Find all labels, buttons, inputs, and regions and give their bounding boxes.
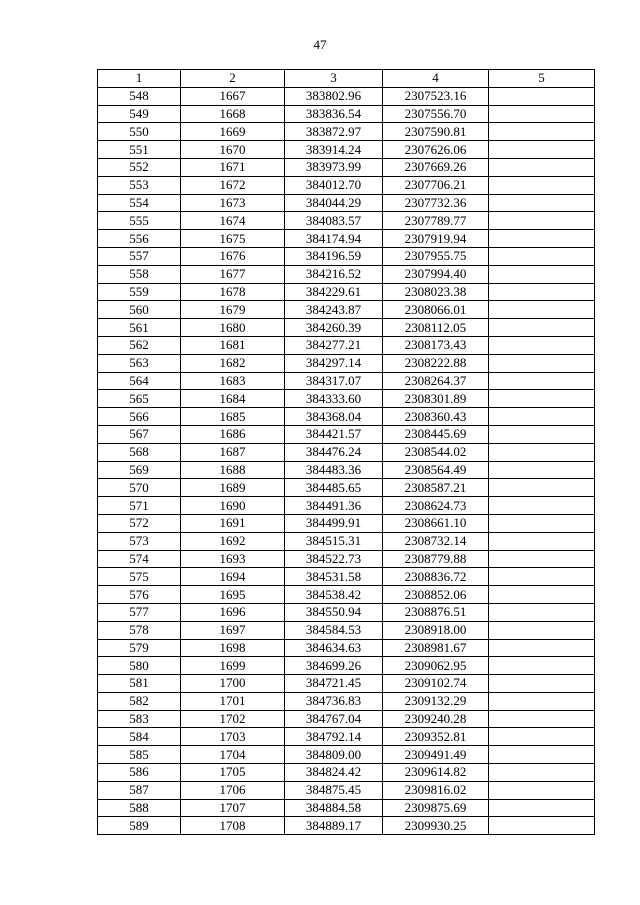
table-cell-col5	[489, 639, 595, 657]
table-cell-col5	[489, 194, 595, 212]
table-cell-col2: 1690	[181, 497, 285, 515]
table-row	[98, 176, 595, 194]
table-cell-col2: 1685	[181, 408, 285, 426]
table-cell-col2: 1703	[181, 728, 285, 746]
table-cell-col2: 1705	[181, 764, 285, 782]
table-cell-col2: 1700	[181, 675, 285, 693]
table-row	[98, 230, 595, 248]
table-cell-col2: 1687	[181, 443, 285, 461]
table-cell-col3: 384634.63	[285, 639, 383, 657]
table-cell-col3: 384333.60	[285, 390, 383, 408]
table-cell-col5	[489, 479, 595, 497]
table-cell-col3: 383973.99	[285, 158, 383, 176]
table-row	[98, 639, 595, 657]
table-row	[98, 87, 595, 105]
table-cell-col1: 567	[98, 425, 181, 443]
table-cell-col5	[489, 425, 595, 443]
table-cell-col3: 384317.07	[285, 372, 383, 390]
table-cell-col4: 2309930.25	[383, 817, 489, 835]
table-cell-col2: 1698	[181, 639, 285, 657]
table-cell-col1: 580	[98, 657, 181, 675]
table-cell-col5	[489, 212, 595, 230]
table-cell-col2: 1669	[181, 123, 285, 141]
table-cell-col3: 384368.04	[285, 408, 383, 426]
table-cell-col3: 384196.59	[285, 247, 383, 265]
table-cell-col4: 2307706.21	[383, 176, 489, 194]
table-cell-col5	[489, 176, 595, 194]
table-cell-col5	[489, 817, 595, 835]
table-cell-col4: 2309062.95	[383, 657, 489, 675]
table-cell-col4: 2308023.38	[383, 283, 489, 301]
table-cell-col3: 384721.45	[285, 675, 383, 693]
table-cell-col5	[489, 710, 595, 728]
table-row	[98, 390, 595, 408]
table-row	[98, 764, 595, 782]
table-cell-col1: 562	[98, 336, 181, 354]
table-cell-col4: 2308836.72	[383, 568, 489, 586]
column-header-1: 1	[98, 70, 181, 88]
table-cell-col2: 1680	[181, 319, 285, 337]
table-cell-col4: 2308981.67	[383, 639, 489, 657]
table-cell-col3: 384012.70	[285, 176, 383, 194]
table-cell-col3: 384767.04	[285, 710, 383, 728]
table-row	[98, 212, 595, 230]
table-cell-col3: 384216.52	[285, 265, 383, 283]
table-cell-col3: 384699.26	[285, 657, 383, 675]
table-cell-col3: 384884.58	[285, 799, 383, 817]
table-row	[98, 158, 595, 176]
table-cell-col1: 574	[98, 550, 181, 568]
table-cell-col3: 384243.87	[285, 301, 383, 319]
table-cell-col3: 384538.42	[285, 586, 383, 604]
table-row	[98, 621, 595, 639]
table-cell-col3: 384809.00	[285, 746, 383, 764]
table-cell-col5	[489, 336, 595, 354]
table-row	[98, 443, 595, 461]
table-row	[98, 354, 595, 372]
table-cell-col1: 585	[98, 746, 181, 764]
table-cell-col4: 2308779.88	[383, 550, 489, 568]
table-cell-col4: 2308732.14	[383, 532, 489, 550]
table-cell-col4: 2309614.82	[383, 764, 489, 782]
table-cell-col4: 2308360.43	[383, 408, 489, 426]
table-cell-col4: 2309132.29	[383, 692, 489, 710]
table-cell-col4: 2308587.21	[383, 479, 489, 497]
table-row	[98, 781, 595, 799]
table-cell-col2: 1672	[181, 176, 285, 194]
table-cell-col3: 384792.14	[285, 728, 383, 746]
table-cell-col5	[489, 621, 595, 639]
table-cell-col3: 383914.24	[285, 141, 383, 159]
table-cell-col2: 1673	[181, 194, 285, 212]
coordinates-table	[97, 69, 595, 835]
table-cell-col2: 1667	[181, 87, 285, 105]
table-cell-col4: 2308173.43	[383, 336, 489, 354]
table-cell-col1: 569	[98, 461, 181, 479]
table-cell-col4: 2308222.88	[383, 354, 489, 372]
table-cell-col5	[489, 728, 595, 746]
table-cell-col1: 557	[98, 247, 181, 265]
table-cell-col2: 1686	[181, 425, 285, 443]
table-cell-col4: 2307732.36	[383, 194, 489, 212]
table-cell-col4: 2308624.73	[383, 497, 489, 515]
table-cell-col3: 384483.36	[285, 461, 383, 479]
table-cell-col3: 384531.58	[285, 568, 383, 586]
table-row	[98, 141, 595, 159]
table-cell-col1: 555	[98, 212, 181, 230]
table-cell-col5	[489, 319, 595, 337]
table-cell-col1: 550	[98, 123, 181, 141]
table-cell-col2: 1679	[181, 301, 285, 319]
table-cell-col3: 384522.73	[285, 550, 383, 568]
table-cell-col2: 1706	[181, 781, 285, 799]
table-row	[98, 497, 595, 515]
table-cell-col4: 2308544.02	[383, 443, 489, 461]
table-cell-col1: 589	[98, 817, 181, 835]
table-row	[98, 301, 595, 319]
header-row	[98, 70, 595, 88]
table-cell-col4: 2308661.10	[383, 514, 489, 532]
table-cell-col4: 2307626.06	[383, 141, 489, 159]
table-cell-col2: 1702	[181, 710, 285, 728]
table-cell-col1: 575	[98, 568, 181, 586]
table-cell-col4: 2309816.02	[383, 781, 489, 799]
table-cell-col2: 1697	[181, 621, 285, 639]
table-cell-col2: 1677	[181, 265, 285, 283]
table-cell-col1: 581	[98, 675, 181, 693]
table-cell-col2: 1668	[181, 105, 285, 123]
table-cell-col2: 1696	[181, 603, 285, 621]
table-cell-col4: 2307919.94	[383, 230, 489, 248]
table-cell-col2: 1678	[181, 283, 285, 301]
table-row	[98, 532, 595, 550]
table-cell-col1: 556	[98, 230, 181, 248]
table-cell-col2: 1684	[181, 390, 285, 408]
table-row	[98, 319, 595, 337]
table-row	[98, 425, 595, 443]
table-cell-col5	[489, 692, 595, 710]
table-row	[98, 105, 595, 123]
table-cell-col5	[489, 408, 595, 426]
table-cell-col2: 1674	[181, 212, 285, 230]
table-cell-col1: 548	[98, 87, 181, 105]
table-cell-col3: 384584.53	[285, 621, 383, 639]
table-cell-col5	[489, 372, 595, 390]
table-cell-col1: 587	[98, 781, 181, 799]
table-cell-col3: 384174.94	[285, 230, 383, 248]
table-cell-col2: 1708	[181, 817, 285, 835]
table-row	[98, 657, 595, 675]
table-cell-col4: 2307590.81	[383, 123, 489, 141]
table-cell-col2: 1682	[181, 354, 285, 372]
table-cell-col3: 383836.54	[285, 105, 383, 123]
table-cell-col5	[489, 746, 595, 764]
table-cell-col4: 2309491.49	[383, 746, 489, 764]
table-row	[98, 336, 595, 354]
table-row	[98, 372, 595, 390]
table-body	[98, 87, 595, 834]
table-cell-col1: 579	[98, 639, 181, 657]
column-header-5: 5	[489, 70, 595, 88]
table-row	[98, 461, 595, 479]
table-cell-col4: 2307789.77	[383, 212, 489, 230]
table-cell-col1: 573	[98, 532, 181, 550]
table-cell-col2: 1681	[181, 336, 285, 354]
table-cell-col4: 2309240.28	[383, 710, 489, 728]
table-cell-col3: 383872.97	[285, 123, 383, 141]
column-header-2: 2	[181, 70, 285, 88]
table-header	[98, 70, 595, 88]
table-cell-col4: 2307669.26	[383, 158, 489, 176]
table-cell-col2: 1671	[181, 158, 285, 176]
table-cell-col3: 384550.94	[285, 603, 383, 621]
table-row	[98, 283, 595, 301]
table-cell-col4: 2308876.51	[383, 603, 489, 621]
table-cell-col1: 588	[98, 799, 181, 817]
table-cell-col4: 2308264.37	[383, 372, 489, 390]
table-cell-col2: 1683	[181, 372, 285, 390]
table-cell-col2: 1695	[181, 586, 285, 604]
table-cell-col5	[489, 390, 595, 408]
table-cell-col4: 2308918.00	[383, 621, 489, 639]
table-cell-col1: 559	[98, 283, 181, 301]
table-cell-col5	[489, 301, 595, 319]
table-row	[98, 514, 595, 532]
table-row	[98, 479, 595, 497]
table-cell-col4: 2307994.40	[383, 265, 489, 283]
table-row	[98, 746, 595, 764]
table-cell-col3: 384889.17	[285, 817, 383, 835]
table-cell-col3: 384824.42	[285, 764, 383, 782]
table-cell-col4: 2308066.01	[383, 301, 489, 319]
table-cell-col1: 572	[98, 514, 181, 532]
table-cell-col3: 384297.14	[285, 354, 383, 372]
table-cell-col3: 384083.57	[285, 212, 383, 230]
table-cell-col2: 1676	[181, 247, 285, 265]
table-cell-col1: 554	[98, 194, 181, 212]
table-cell-col3: 384277.21	[285, 336, 383, 354]
table-cell-col4: 2307955.75	[383, 247, 489, 265]
table-row	[98, 728, 595, 746]
table-cell-col4: 2308112.05	[383, 319, 489, 337]
table-row	[98, 692, 595, 710]
table-cell-col3: 384229.61	[285, 283, 383, 301]
table-cell-col3: 384044.29	[285, 194, 383, 212]
table-row	[98, 123, 595, 141]
table-cell-col2: 1694	[181, 568, 285, 586]
table-cell-col1: 577	[98, 603, 181, 621]
table-row	[98, 568, 595, 586]
table-cell-col1: 561	[98, 319, 181, 337]
table-cell-col3: 384421.57	[285, 425, 383, 443]
table-cell-col4: 2309352.81	[383, 728, 489, 746]
table-row	[98, 710, 595, 728]
table-cell-col2: 1675	[181, 230, 285, 248]
table-cell-col1: 583	[98, 710, 181, 728]
table-cell-col5	[489, 123, 595, 141]
table-row	[98, 603, 595, 621]
table-cell-col5	[489, 247, 595, 265]
table-cell-col5	[489, 675, 595, 693]
table-row	[98, 550, 595, 568]
table-cell-col5	[489, 603, 595, 621]
table-cell-col4: 2308564.49	[383, 461, 489, 479]
table-cell-col5	[489, 461, 595, 479]
table-row	[98, 408, 595, 426]
table-cell-col3: 384499.91	[285, 514, 383, 532]
table-cell-col3: 384476.24	[285, 443, 383, 461]
table-cell-col1: 584	[98, 728, 181, 746]
table-cell-col3: 384260.39	[285, 319, 383, 337]
table-cell-col2: 1704	[181, 746, 285, 764]
table-cell-col5	[489, 158, 595, 176]
table-cell-col5	[489, 497, 595, 515]
table-cell-col2: 1688	[181, 461, 285, 479]
table-cell-col2: 1670	[181, 141, 285, 159]
table-cell-col5	[489, 87, 595, 105]
table-cell-col2: 1693	[181, 550, 285, 568]
table-row	[98, 817, 595, 835]
table-cell-col2: 1691	[181, 514, 285, 532]
table-row	[98, 194, 595, 212]
table-cell-col5	[489, 799, 595, 817]
table-cell-col5	[489, 105, 595, 123]
table-cell-col3: 384485.65	[285, 479, 383, 497]
table-row	[98, 799, 595, 817]
table-cell-col4: 2309875.69	[383, 799, 489, 817]
table-cell-col1: 570	[98, 479, 181, 497]
table-cell-col5	[489, 354, 595, 372]
table-cell-col1: 558	[98, 265, 181, 283]
table-cell-col3: 384491.36	[285, 497, 383, 515]
table-cell-col1: 576	[98, 586, 181, 604]
table-cell-col3: 383802.96	[285, 87, 383, 105]
table-cell-col4: 2308445.69	[383, 425, 489, 443]
table-cell-col1: 552	[98, 158, 181, 176]
table-cell-col5	[489, 230, 595, 248]
table-cell-col5	[489, 657, 595, 675]
table-cell-col5	[489, 514, 595, 532]
table-cell-col3: 384515.31	[285, 532, 383, 550]
table-cell-col2: 1701	[181, 692, 285, 710]
table-cell-col1: 549	[98, 105, 181, 123]
table-row	[98, 586, 595, 604]
table-cell-col1: 571	[98, 497, 181, 515]
table-cell-col1: 563	[98, 354, 181, 372]
table-cell-col1: 578	[98, 621, 181, 639]
column-header-4: 4	[383, 70, 489, 88]
table-cell-col5	[489, 550, 595, 568]
table-cell-col3: 384736.83	[285, 692, 383, 710]
table-cell-col1: 551	[98, 141, 181, 159]
table-cell-col2: 1707	[181, 799, 285, 817]
table-cell-col1: 586	[98, 764, 181, 782]
table-cell-col5	[489, 532, 595, 550]
table-cell-col2: 1692	[181, 532, 285, 550]
table-cell-col4: 2307523.16	[383, 87, 489, 105]
table-row	[98, 265, 595, 283]
table-cell-col5	[489, 443, 595, 461]
table-cell-col5	[489, 781, 595, 799]
page-number: 47	[313, 37, 327, 52]
table-cell-col5	[489, 764, 595, 782]
table-cell-col5	[489, 586, 595, 604]
table-cell-col5	[489, 265, 595, 283]
column-header-3: 3	[285, 70, 383, 88]
table-cell-col1: 565	[98, 390, 181, 408]
table-cell-col4: 2308301.89	[383, 390, 489, 408]
table-cell-col1: 568	[98, 443, 181, 461]
table-cell-col5	[489, 141, 595, 159]
table-cell-col4: 2307556.70	[383, 105, 489, 123]
table-cell-col5	[489, 283, 595, 301]
table-cell-col1: 566	[98, 408, 181, 426]
table-cell-col1: 582	[98, 692, 181, 710]
table-cell-col5	[489, 568, 595, 586]
table-cell-col1: 560	[98, 301, 181, 319]
table-cell-col3: 384875.45	[285, 781, 383, 799]
table-cell-col4: 2308852.06	[383, 586, 489, 604]
table-cell-col1: 553	[98, 176, 181, 194]
table-cell-col2: 1699	[181, 657, 285, 675]
table-row	[98, 675, 595, 693]
table-cell-col1: 564	[98, 372, 181, 390]
table-cell-col2: 1689	[181, 479, 285, 497]
table-cell-col4: 2309102.74	[383, 675, 489, 693]
table-row	[98, 247, 595, 265]
